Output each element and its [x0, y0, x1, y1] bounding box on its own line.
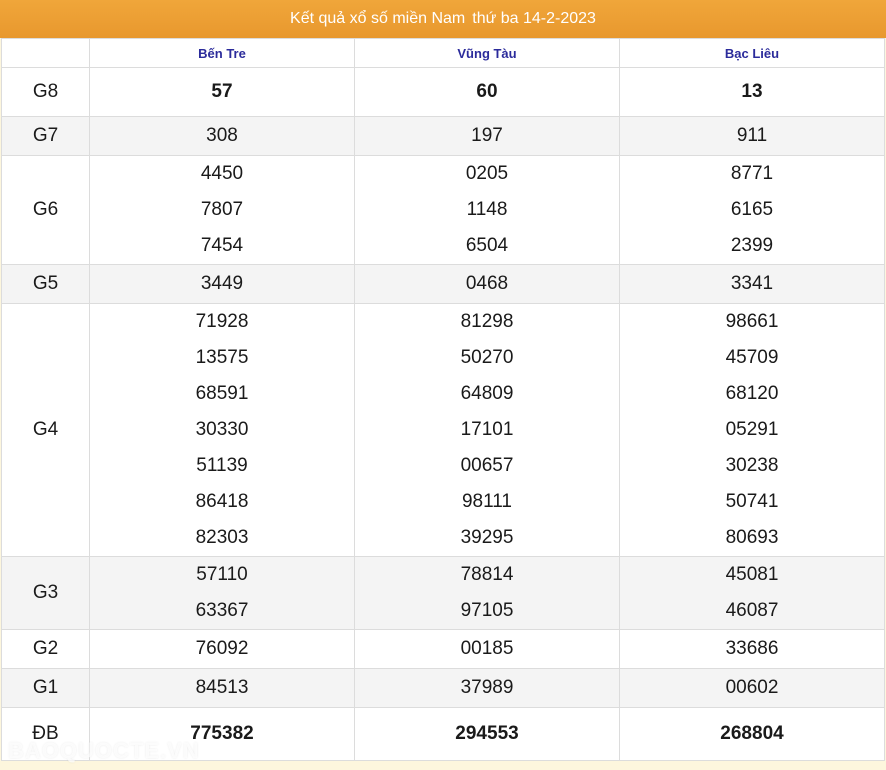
number: 51139: [196, 455, 248, 476]
number: 17101: [460, 419, 514, 440]
number: 68120: [725, 383, 779, 404]
prize-g1-baclieu: [620, 669, 885, 708]
number: 81298: [460, 311, 514, 332]
number: 6165: [730, 199, 774, 220]
number: 911: [736, 125, 768, 146]
number: 1148: [466, 199, 508, 220]
prize-label-g3: G3: [2, 557, 90, 630]
number: 00185: [460, 638, 514, 659]
prize-g2-bentre: [90, 630, 355, 669]
table-row: [2, 630, 885, 669]
number: 3449: [200, 273, 244, 294]
number: 294553: [455, 723, 519, 744]
number: 0468: [465, 273, 509, 294]
number: 775382: [190, 723, 254, 744]
prize-label-g6: G6: [2, 156, 90, 265]
number: 37989: [460, 677, 514, 698]
results-table: [1, 38, 885, 761]
prize-g6-bentre: [90, 156, 355, 265]
prize-g5-bentre: [90, 265, 355, 304]
prize-g8-bentre: [90, 68, 355, 117]
number: 0205: [465, 163, 509, 184]
prize-g8-baclieu: [620, 68, 885, 117]
table-row: [2, 557, 885, 630]
table-row: [2, 304, 885, 557]
prize-db-baclieu: [620, 708, 885, 761]
number: 86418: [195, 491, 249, 512]
number: 45081: [725, 564, 779, 585]
prize-label-g1: G1: [2, 669, 90, 708]
number: 3341: [730, 273, 774, 294]
prize-g1-bentre: [90, 669, 355, 708]
corner-cell: [2, 39, 90, 68]
prize-label-g2: G2: [2, 630, 90, 669]
prize-db-vungtau: [355, 708, 620, 761]
number: 80693: [725, 527, 779, 548]
province-header-1: Vũng Tàu: [355, 39, 620, 68]
number: 98661: [725, 311, 779, 332]
prize-g4-vungtau: [355, 304, 620, 557]
prize-g5-vungtau: [355, 265, 620, 304]
number: 84513: [195, 677, 249, 698]
number: 2399: [730, 235, 774, 256]
number: 8771: [730, 163, 774, 184]
watermark: BAOQUOCTE.VN: [8, 738, 200, 763]
number: 30330: [195, 419, 249, 440]
number: 97105: [460, 600, 514, 621]
number: 13: [741, 81, 763, 102]
number: 60: [476, 81, 498, 102]
prize-label-g4: G4: [2, 304, 90, 557]
prize-g2-vungtau: [355, 630, 620, 669]
number: 6504: [465, 235, 509, 256]
prize-g6-baclieu: [620, 156, 885, 265]
number: 46087: [725, 600, 779, 621]
prize-g2-baclieu: [620, 630, 885, 669]
table-row: [2, 156, 885, 265]
number: 13575: [195, 347, 249, 368]
table-row: [2, 669, 885, 708]
number: 71928: [195, 311, 249, 332]
number: 64809: [460, 383, 514, 404]
number: 33686: [725, 638, 779, 659]
prize-g7-baclieu: [620, 117, 885, 156]
number: 39295: [460, 527, 514, 548]
number: 00657: [460, 455, 514, 476]
results-date: thứ ba 14-2-2023: [472, 10, 596, 27]
prize-g4-bentre: [90, 304, 355, 557]
province-header-2: Bạc Liêu: [620, 39, 885, 68]
number: 308: [206, 125, 238, 146]
prize-label-g8: G8: [2, 68, 90, 117]
prize-label-g5: G5: [2, 265, 90, 304]
prize-db-bentre: [90, 708, 355, 761]
table-row: [2, 265, 885, 304]
number: 4450: [200, 163, 244, 184]
province-header-0: Bến Tre: [90, 39, 355, 68]
number: 68591: [195, 383, 249, 404]
number: 00602: [725, 677, 779, 698]
number: 76092: [195, 638, 249, 659]
number: 197: [471, 125, 503, 146]
number: 98111: [461, 491, 512, 512]
number: 05291: [725, 419, 779, 440]
number: 7454: [200, 235, 244, 256]
number: 7807: [200, 199, 244, 220]
number: 50270: [460, 347, 514, 368]
prize-g1-vungtau: [355, 669, 620, 708]
number: 82303: [195, 527, 249, 548]
prize-g7-vungtau: [355, 117, 620, 156]
prize-g7-bentre: [90, 117, 355, 156]
number: 57: [211, 81, 233, 102]
prize-g8-vungtau: [355, 68, 620, 117]
number: 63367: [195, 600, 249, 621]
header-content: [0, 0, 886, 38]
prize-g5-baclieu: [620, 265, 885, 304]
prize-label-db: ĐB: [2, 708, 90, 761]
number: 268804: [720, 723, 784, 744]
prize-g6-vungtau: [355, 156, 620, 265]
prize-g3-bentre: [90, 557, 355, 630]
table-row: [2, 68, 885, 117]
prize-g3-baclieu: [620, 557, 885, 630]
prize-label-g7: G7: [2, 117, 90, 156]
province-header-row: [2, 39, 885, 68]
number: 78814: [460, 564, 514, 585]
number: 50741: [725, 491, 779, 512]
number: 45709: [725, 347, 779, 368]
page-title: Kết quả xổ số miền Nam: [290, 10, 466, 27]
prize-g3-vungtau: [355, 557, 620, 630]
prize-g4-baclieu: [620, 304, 885, 557]
number: 57110: [196, 564, 248, 585]
table-row: [2, 708, 885, 761]
number: 30238: [725, 455, 779, 476]
table-row: [2, 117, 885, 156]
